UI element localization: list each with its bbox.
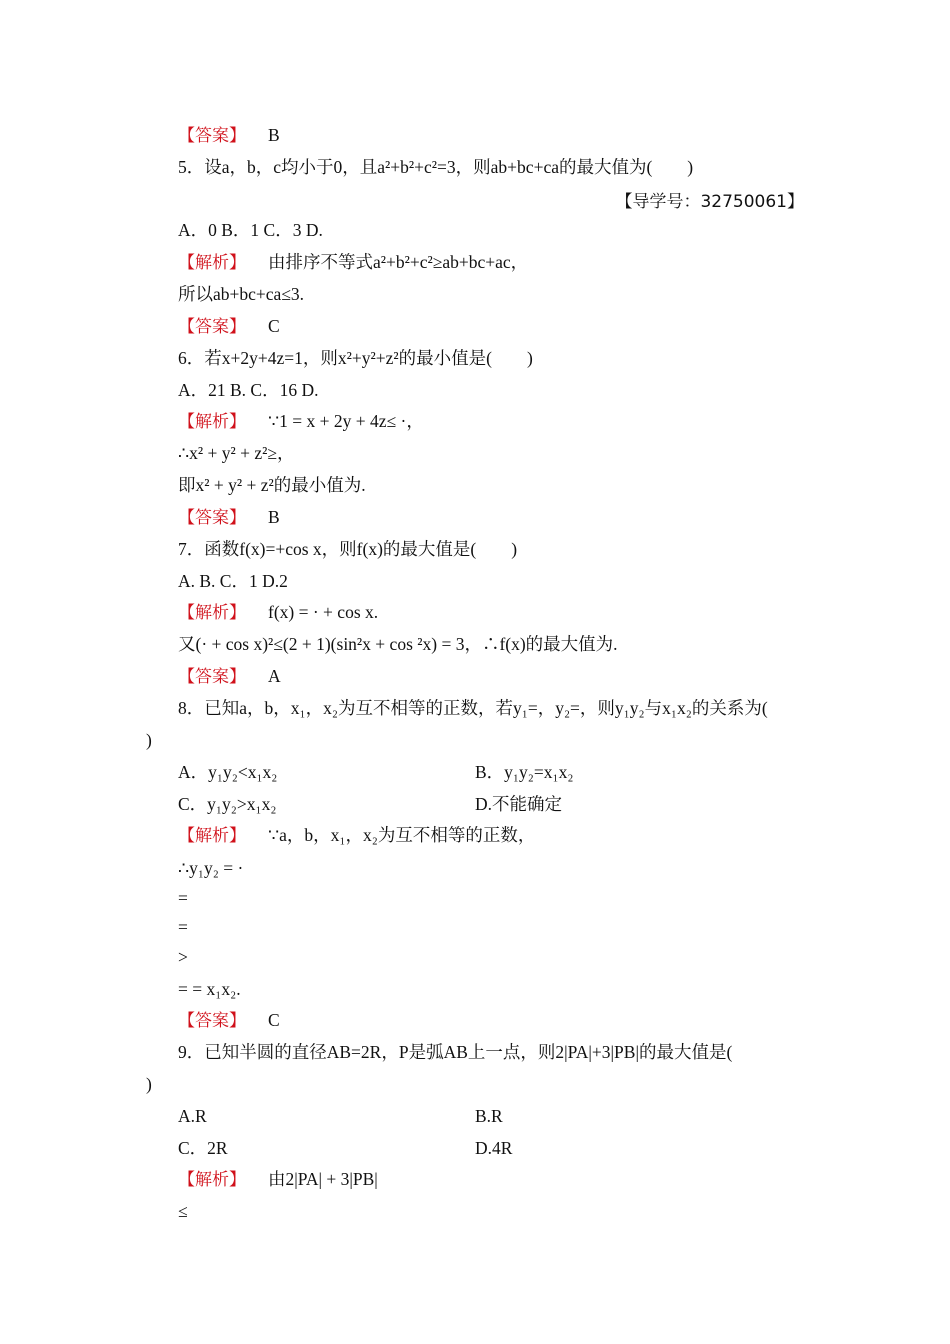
answer-value: C: [268, 316, 280, 336]
q9-analysis-line: [178, 1168, 378, 1191]
q8-answer-line: [178, 1009, 280, 1032]
q9-option-a: A.R: [178, 1106, 207, 1126]
analysis-text: f(x) = · + cos x.: [268, 602, 379, 622]
q6-options: A．21 B. C．16 D.: [178, 380, 319, 400]
q7-stem: 7．函数f(x)=+cos x，则f(x)的最大值是( ): [178, 539, 518, 559]
answer-value: B: [268, 125, 280, 145]
q6-analysis-line: [178, 410, 424, 433]
analysis-tag: 【解析】: [178, 603, 246, 623]
answer-value: C: [268, 1010, 280, 1030]
q8-option-d: D.不能确定: [475, 794, 563, 814]
answer-value: A: [268, 666, 281, 686]
analysis-text: 由排序不等式a²+b²+c²≥ab+bc+ac，: [268, 252, 529, 272]
q7-answer-line: [178, 665, 281, 688]
q8-option-b: B．y₁y₂=x₁x₂: [475, 762, 574, 782]
q5-analysis-line: [178, 251, 528, 274]
analysis-text: 由2|PA| + 3|PB|: [268, 1169, 378, 1189]
q5-analysis-line-2: 所以ab+bc+ca≤3.: [178, 284, 305, 304]
q6-analysis-line-3: 即x² + y² + z²的最小值为.: [178, 475, 366, 495]
answer-tag: 【答案】: [178, 317, 246, 337]
q8-analysis-line-2: ∴y₁y₂ = ·: [178, 858, 244, 878]
q5-stem: 5．设a，b，c均小于0，且a²+b²+c²=3，则ab+bc+ca的最大值为( ): [178, 157, 694, 177]
analysis-tag: 【解析】: [178, 1170, 246, 1190]
q6-stem: 6．若x+2y+4z=1，则x²+y²+z²的最小值是( ): [178, 348, 533, 368]
q8-stem-end: ): [146, 730, 152, 750]
answer-tag: 【答案】: [178, 126, 246, 146]
answer-tag: 【答案】: [178, 1011, 246, 1031]
q8-option-a: A．y₁y₂<x₁x₂: [178, 762, 278, 782]
answer-tag: 【答案】: [178, 667, 246, 687]
q7-options: A. B. C．1 D.2: [178, 571, 288, 591]
q8-analysis-line-3: =: [178, 888, 188, 908]
analysis-tag: 【解析】: [178, 826, 246, 846]
answer-value: B: [268, 507, 280, 527]
analysis-text: ∵1 = x + 2y + 4z≤ ·，: [268, 411, 424, 431]
q7-analysis-line: [178, 601, 378, 624]
q7-analysis-line-2: 又(· + cos x)²≤(2 + 1)(sin²x + cos ²x) = 3，∴f(x)的最大值为.: [178, 634, 618, 654]
q9-analysis-line-2: ≤: [178, 1201, 188, 1221]
source-number: 【导学号：32750061】: [615, 192, 804, 212]
q9-option-b: B.R: [475, 1106, 503, 1126]
q5-answer-line: [178, 315, 280, 338]
q8-analysis-line-6: = = x₁x₂.: [178, 979, 241, 999]
answer-tag: 【答案】: [178, 508, 246, 528]
q8-option-c: C．y₁y₂>x₁x₂: [178, 794, 277, 814]
analysis-text: ∵a，b，x₁，x₂为互不相等的正数，: [268, 825, 536, 845]
q6-answer-line: [178, 506, 280, 529]
analysis-tag: 【解析】: [178, 412, 246, 432]
q5-options: A．0 B．1 C．3 D.: [178, 220, 323, 240]
q8-analysis-line: [178, 824, 535, 847]
q9-option-d: D.4R: [475, 1138, 513, 1158]
q6-analysis-line-2: ∴x² + y² + z²≥，: [178, 443, 295, 463]
q8-analysis-line-4: =: [178, 917, 188, 937]
analysis-tag: 【解析】: [178, 253, 246, 273]
q9-stem: 9．已知半圆的直径AB=2R，P是弧AB上一点，则2|PA|+3|PB|的最大值是(: [178, 1042, 733, 1062]
q4-answer-line: [178, 124, 280, 147]
q9-option-c: C．2R: [178, 1138, 228, 1158]
q9-stem-end: ): [146, 1074, 152, 1094]
q8-analysis-line-5: >: [178, 947, 188, 967]
q8-stem: 8．已知a，b，x₁，x₂为互不相等的正数，若y₁=，y₂=，则y₁y₂与x₁x₂的关系为(: [178, 698, 768, 718]
